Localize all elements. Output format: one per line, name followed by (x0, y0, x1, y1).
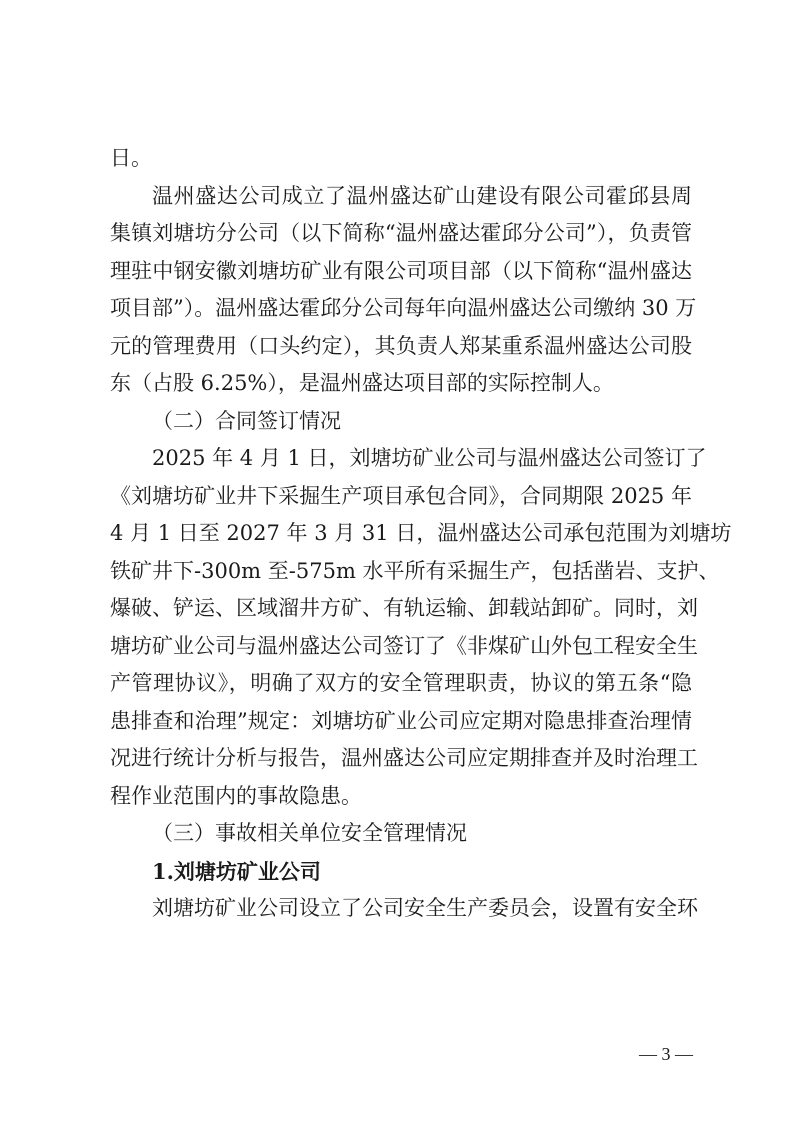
paragraph-line: 况进行统计分析与报告，温州盛达公司应定期排查并及时治理工 (110, 746, 698, 770)
paragraph-line: 程作业范围内的事故隐患。 (110, 783, 362, 808)
paragraph-line: 爆破、铲运、区域溜井方矿、有轨运输、卸载站卸矿。同时，刘 (110, 596, 698, 620)
section-heading: （二）合同签订情况 (152, 408, 341, 433)
paragraph-line: 温州盛达公司成立了温州盛达矿山建设有限公司霍邱县周 (152, 183, 692, 208)
document-body (110, 140, 732, 928)
paragraph-line: 2025 年 4 月 1 日，刘塘坊矿业公司与温州盛达公司签订了 (152, 446, 707, 470)
paragraph-line: 《刘塘坊矿业井下采掘生产项目承包合同》，合同期限 2025 年 (110, 483, 692, 508)
subsection-heading: 1.刘塘坊矿业公司 (152, 858, 321, 884)
paragraph-line: 元的管理费用（口头约定），其负责人郑某重系温州盛达公司股 (110, 333, 692, 358)
section-heading: （三）事故相关单位安全管理情况 (152, 821, 467, 845)
paragraph-line: 刘塘坊矿业公司设立了公司安全生产委员会，设置有安全环 (152, 896, 698, 920)
paragraph-line: 塘坊矿业公司与温州盛达公司签订了《非煤矿山外包工程安全生 (110, 633, 698, 658)
paragraph-line: 理驻中钢安徽刘塘坊矿业有限公司项目部（以下简称“温州盛达 (110, 258, 692, 283)
paragraph-line: 东（占股 6.25%），是温州盛达项目部的实际控制人。 (110, 371, 614, 395)
paragraph-line: 集镇刘塘坊分公司（以下简称“温州盛达霍邱分公司”），负责管 (110, 221, 692, 245)
paragraph-line: 日。 (110, 146, 152, 170)
page-number: — 3 — (639, 1044, 693, 1064)
paragraph-line: 产管理协议》，明确了双方的安全管理职责，协议的第五条“隐 (110, 671, 692, 695)
paragraph-line: 患排查和治理”规定：刘塘坊矿业公司应定期对隐患排查治理情 (110, 708, 692, 733)
paragraph-line: 4 月 1 日至 2027 年 3 月 31 日，温州盛达公司承包范围为刘塘坊 (110, 521, 732, 545)
paragraph-line: 项目部”）。温州盛达霍邱分公司每年向温州盛达公司缴纳 30 万 (110, 296, 697, 320)
paragraph-line: 铁矿井下-300m 至-575m 水平所有采掘生产，包括凿岩、支护、 (110, 558, 720, 583)
